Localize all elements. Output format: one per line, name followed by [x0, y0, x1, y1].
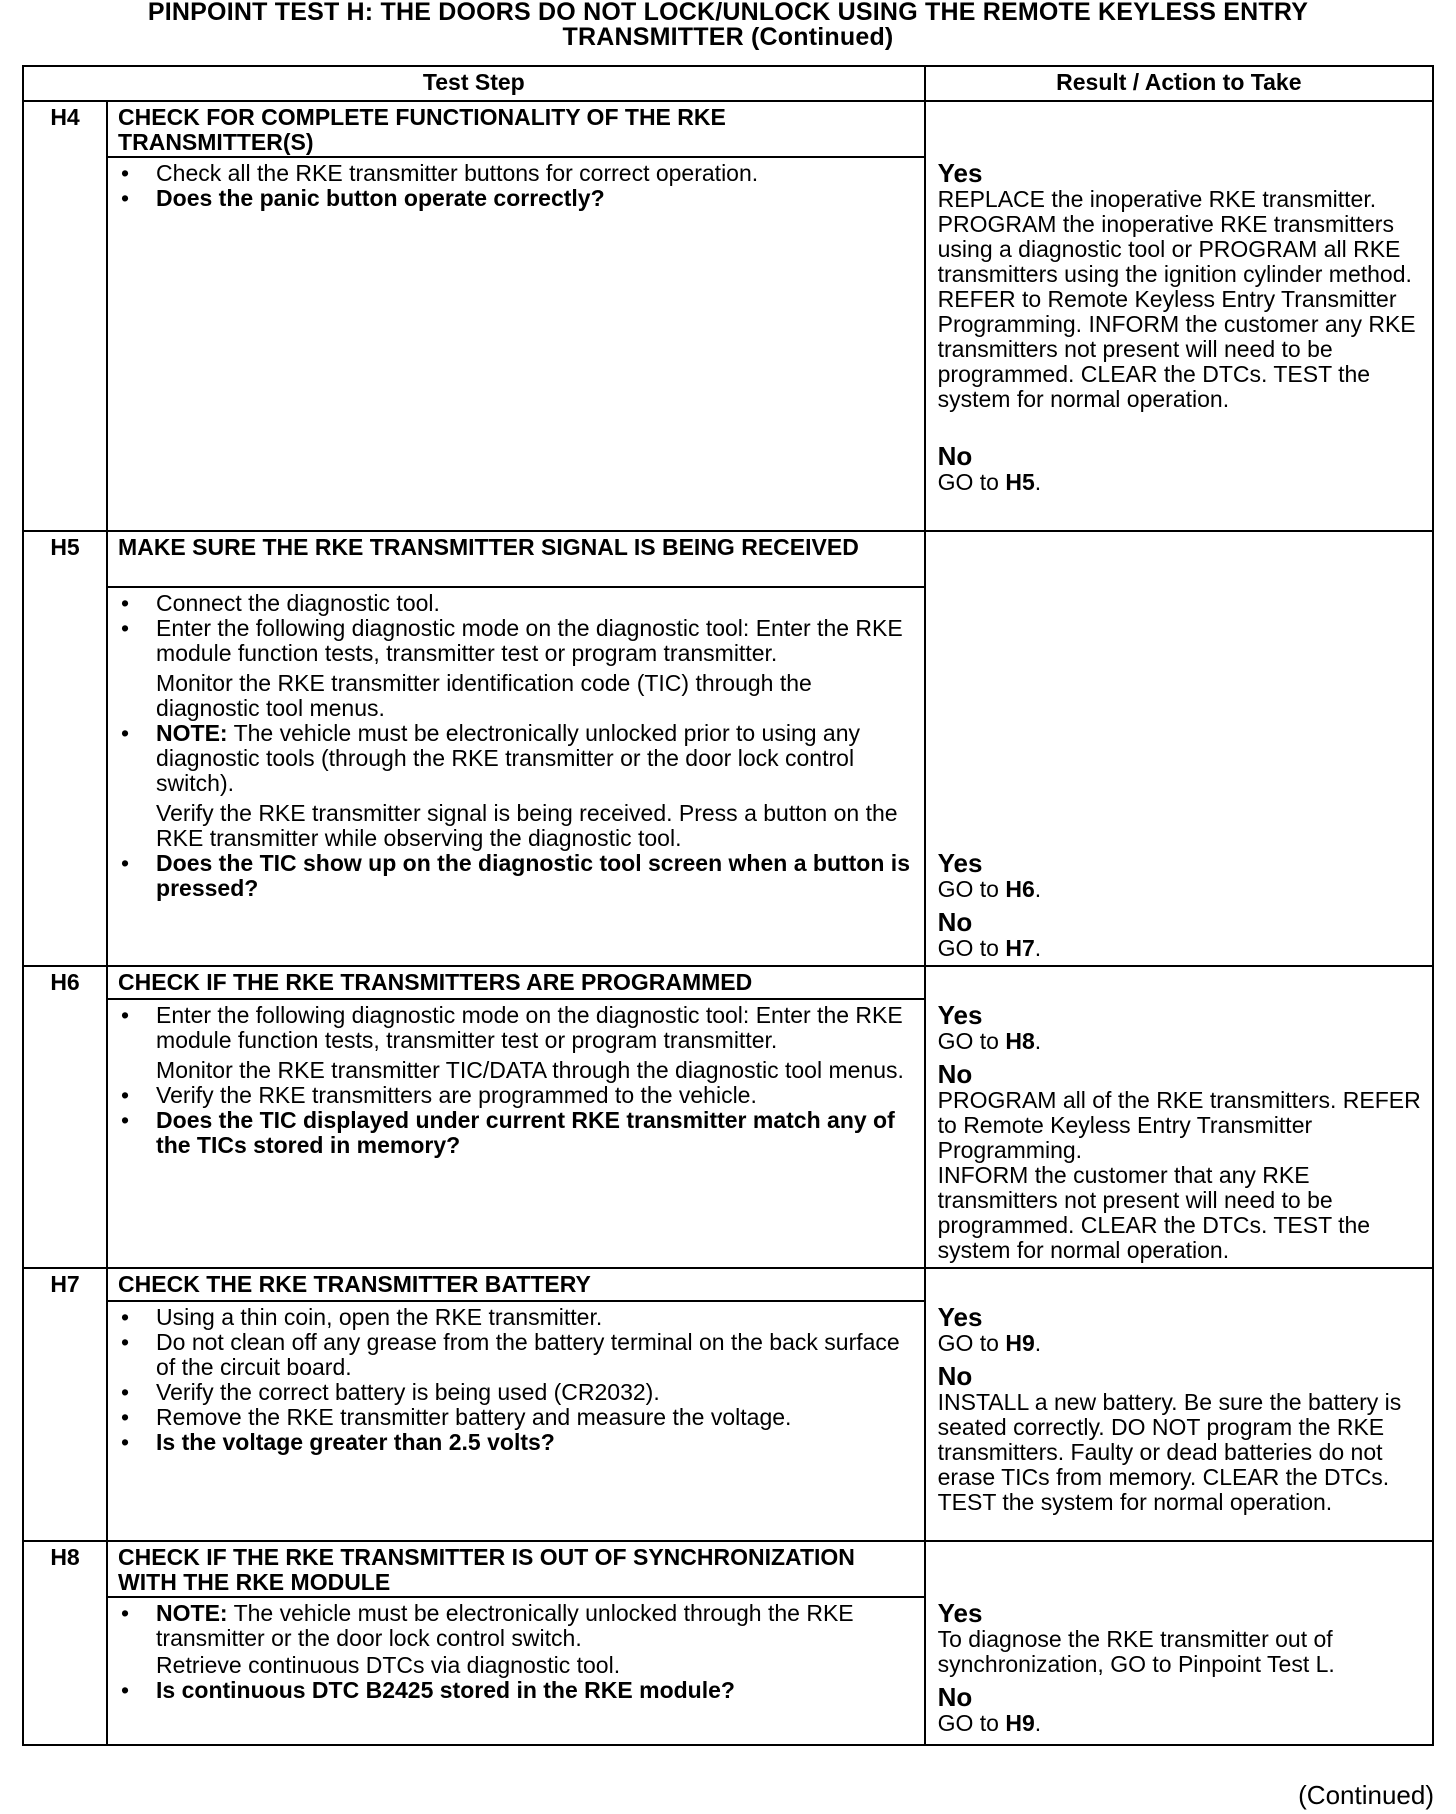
- step-title-h6: CHECK IF THE RKE TRANSMITTERS ARE PROGRAMMED: [107, 966, 925, 999]
- result-blank-h4: [925, 101, 1433, 157]
- step-row-h7: [23, 1268, 1433, 1301]
- result-text: INFORM the customer that any RKE transmitters not present will need to be programmed. CLEAR the DTCs. TEST the system for normal operation.: [937, 1162, 1371, 1263]
- result-text: To diagnose the RKE transmitter out of synchronization, GO to Pinpoint Test L.: [937, 1626, 1335, 1677]
- list-subtext: Retrieve continuous DTCs via diagnostic tool.: [156, 1652, 621, 1678]
- result-goto: GO to H6.: [937, 876, 1042, 902]
- result-text: PROGRAM all of the RKE transmitters. REFER to Remote Keyless Entry Transmitter Programming.: [937, 1087, 1421, 1163]
- step-row-h4: [23, 101, 1433, 157]
- table-header-row: [23, 66, 1433, 101]
- step-row-h5: [23, 531, 1433, 587]
- yes-label: Yes: [937, 1302, 983, 1332]
- page-title: [0, 0, 1456, 50]
- result-goto: GO to H9.: [937, 1710, 1042, 1736]
- step-row-h6: [23, 966, 1433, 999]
- list-item: • Verify the RKE transmitters are programmed to the vehicle.: [156, 1083, 916, 1108]
- yes-label: Yes: [937, 1000, 983, 1030]
- step-title-h4: CHECK FOR COMPLETE FUNCTIONALITY OF THE RKE TRANSMITTER(S): [107, 101, 925, 157]
- list-item: • Enter the following diagnostic mode on the diagnostic tool: Enter the RKE module function tests, transmitter test or program transmitter.: [156, 616, 916, 666]
- step-row-h8: [23, 1541, 1433, 1597]
- result-h7: [925, 1301, 1433, 1541]
- yes-label: Yes: [937, 1598, 983, 1628]
- list-item: • Is the voltage greater than 2.5 volts?: [156, 1430, 916, 1455]
- step-body-h4: [23, 157, 1433, 531]
- result-text: REPLACE the inoperative RKE transmitter. PROGRAM the inoperative RKE transmitters using a diagnostic tool or PROGRAM all RKE transmitters using the ignition cylinder method. REFER to Remote Keyless Entry Transmitter Programming. INFORM the customer any RKE transmitters not present will need to be programmed. CLEAR the DTCs. TEST the system for normal operation.: [937, 186, 1416, 412]
- step-desc-h7: [107, 1301, 925, 1541]
- pinpoint-test-table: [22, 65, 1434, 1746]
- step-body-h5: [23, 587, 1433, 966]
- header-test-step: Test Step: [23, 66, 925, 101]
- title-line-1: PINPOINT TEST H: THE DOORS DO NOT LOCK/UNLOCK USING THE REMOTE KEYLESS ENTRY: [147, 0, 1309, 26]
- result-goto: GO to H8.: [937, 1028, 1042, 1054]
- step-title-h7: CHECK THE RKE TRANSMITTER BATTERY: [107, 1268, 925, 1301]
- step-title-h8: CHECK IF THE RKE TRANSMITTER IS OUT OF SYNCHRONIZATION WITH THE RKE MODULE: [107, 1541, 925, 1597]
- no-label: No: [937, 907, 973, 937]
- step-id-h6: H6: [23, 966, 107, 1268]
- result-blank-h7: [925, 1268, 1433, 1301]
- result-blank-h6: [925, 966, 1433, 999]
- list-item: • Connect the diagnostic tool.: [156, 591, 916, 616]
- yes-label: Yes: [937, 158, 983, 188]
- no-label: No: [937, 1361, 973, 1391]
- step-desc-h4: [107, 157, 925, 531]
- list-item: • Enter the following diagnostic mode on the diagnostic tool: Enter the RKE module function tests, transmitter test or program transmitter.: [156, 1003, 916, 1053]
- result-blank-h8: [925, 1541, 1433, 1597]
- list-item: • NOTE: The vehicle must be electronically unlocked through the RKE transmitter or the door lock control switch.: [156, 1601, 916, 1651]
- list-item: • Do not clean off any grease from the battery terminal on the back surface of the circuit board.: [156, 1330, 916, 1380]
- no-label: No: [937, 1059, 973, 1089]
- step-title-h5: MAKE SURE THE RKE TRANSMITTER SIGNAL IS BEING RECEIVED: [107, 531, 925, 587]
- list-item: • Does the TIC show up on the diagnostic tool screen when a button is pressed?: [156, 851, 916, 901]
- result-goto: GO to H9.: [937, 1330, 1042, 1356]
- step-desc-h6: [107, 999, 925, 1268]
- step-id-h8: H8: [23, 1541, 107, 1745]
- list-subtext: Monitor the RKE transmitter TIC/DATA through the diagnostic tool menus.: [156, 1057, 904, 1083]
- step-id-h7: H7: [23, 1268, 107, 1541]
- list-item: • NOTE: The vehicle must be electronically unlocked prior to using any diagnostic tools (through the RKE transmitter or the door lock control switch).: [156, 721, 916, 796]
- list-item: • Check all the RKE transmitter buttons for correct operation.: [156, 161, 916, 186]
- result-h8: [925, 1597, 1433, 1745]
- title-line-2: TRANSMITTER (Continued): [562, 23, 894, 51]
- step-body-h7: [23, 1301, 1433, 1541]
- list-item: • Does the TIC displayed under current RKE transmitter match any of the TICs stored in memory?: [156, 1108, 916, 1158]
- result-text: INSTALL a new battery. Be sure the battery is seated correctly. DO NOT program the RKE transmitters. Faulty or dead batteries do not erase TICs from memory. CLEAR the DTCs. TEST the system for normal operation.: [937, 1389, 1402, 1515]
- list-item: • Is continuous DTC B2425 stored in the RKE module?: [156, 1678, 916, 1703]
- result-goto: GO to H5.: [937, 469, 1042, 495]
- yes-label: Yes: [937, 848, 983, 878]
- step-body-h6: [23, 999, 1433, 1268]
- no-label: No: [937, 441, 973, 471]
- result-h4: [925, 157, 1433, 531]
- list-item: • Remove the RKE transmitter battery and measure the voltage.: [156, 1405, 916, 1430]
- result-h6: [925, 999, 1433, 1268]
- result-blank-h5: [925, 531, 1433, 587]
- list-item: • Does the panic button operate correctly?: [156, 186, 916, 211]
- step-id-h4: H4: [23, 101, 107, 531]
- list-item: • Verify the correct battery is being used (CR2032).: [156, 1380, 916, 1405]
- step-body-h8: [23, 1597, 1433, 1745]
- no-label: No: [937, 1682, 973, 1712]
- header-result: Result / Action to Take: [925, 66, 1433, 101]
- step-id-h5: H5: [23, 531, 107, 966]
- result-goto: GO to H7.: [937, 935, 1042, 961]
- step-desc-h8: [107, 1597, 925, 1745]
- list-subtext: Verify the RKE transmitter signal is being received. Press a button on the RKE transmitter while observing the diagnostic tool.: [156, 800, 898, 851]
- list-item: • Using a thin coin, open the RKE transmitter.: [156, 1305, 916, 1330]
- list-subtext: Monitor the RKE transmitter identification code (TIC) through the diagnostic tool menus.: [156, 670, 812, 721]
- result-h5: [925, 587, 1433, 966]
- step-desc-h5: [107, 587, 925, 966]
- continued-label: (Continued): [1298, 1780, 1434, 1810]
